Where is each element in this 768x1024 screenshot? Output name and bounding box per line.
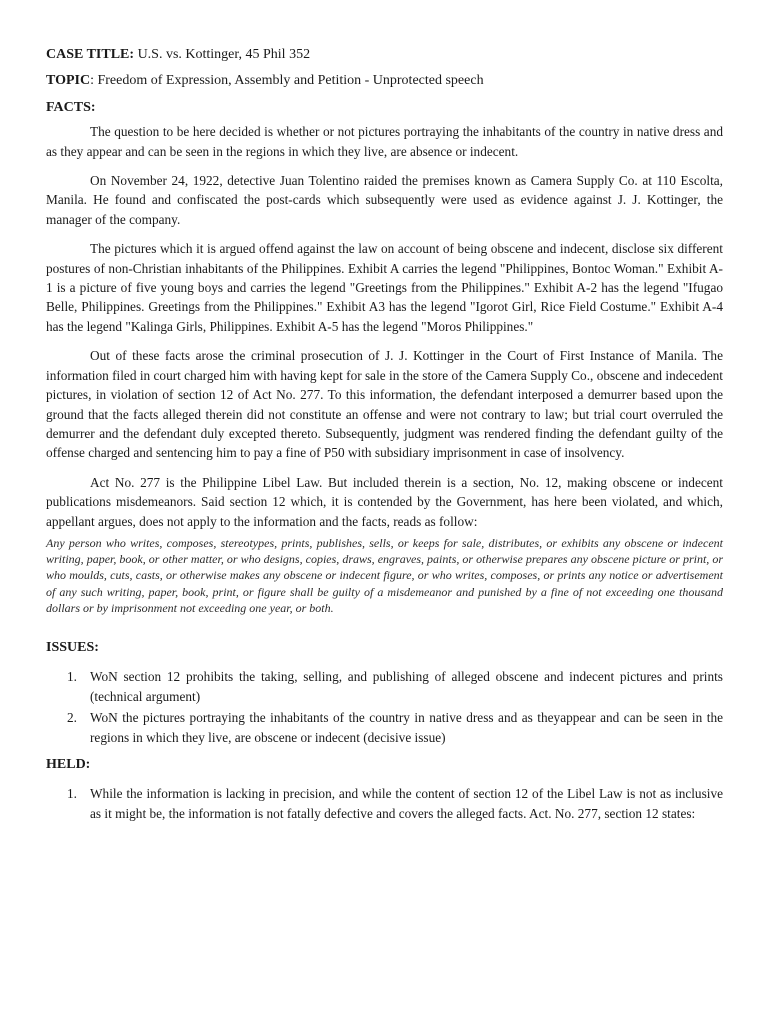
case-title-label: CASE TITLE: (46, 47, 135, 62)
list-item-number: 1. (67, 786, 77, 802)
list-item-text: While the information is lacking in precision, and while the content of section 12 of the Libel Law is not as inclusive as it might be, the information is not fatally defective and covers the alleged facts. Act. No. 277, section 12 states: (90, 786, 723, 821)
list-item (46, 667, 723, 706)
list-item (46, 708, 723, 747)
held-list (46, 784, 723, 823)
list-item (46, 784, 723, 823)
issues-heading: ISSUES: (46, 639, 99, 655)
issues-list (46, 667, 723, 747)
facts-heading: FACTS: (46, 99, 96, 115)
case-title-line (46, 45, 723, 64)
facts-paragraph: The question to be here decided is whether or not pictures portraying the inhabitants of the country in native dress and as they appear and can be seen in the regions in which they live, are absence or indecent. (46, 124, 723, 159)
facts-paragraph: Out of these facts arose the criminal prosecution of J. J. Kottinger in the Court of First Instance of Manila. The information filed in court charged him with having kept for sale in the store of the Camera Supply Co., obscene and indecedent pictures, in violation of section 12 of Act No. 277. To this information, the defendant interposed a demurrer based upon the ground that the facts alleged therein did not constitute an offense and were not contrary to law; but trial court overruled the demurrer and the defendant duly excepted thereto. Subsequently, judgment was rendered finding the defendant guilty of the offense charged and sentencing him to pay a fine of P50 with subsidiary imprisonment in case of insolvency. (46, 348, 723, 461)
case-title-value: U.S. vs. Kottinger, 45 Phil 352 (137, 47, 311, 62)
topic-value: : Freedom of Expression, Assembly and Petition - Unprotected speech (90, 73, 484, 89)
list-item-number: 2. (67, 710, 77, 726)
topic-label: TOPIC (46, 73, 91, 89)
topic-line (46, 71, 723, 90)
list-item-number: 1. (67, 669, 77, 685)
facts-paragraph: The pictures which it is argued offend against the law on account of being obscene and indecent, disclose six different postures of non-Christian inhabitants of the Philippines. Exhibit A carries the legend "Philippines, Bontoc Woman." Exhibit A-1 is a picture of five young boys and carries the legend "Greetings from the Philippines." Exhibit A-2 has the legend "Ifugao Belle, Philippines. Greetings from the Philippines." Exhibit A3 has the legend "Igorot Girl, Rice Field Costume." Exhibit A-4 has the legend "Kalinga Girls, Philippines. Exhibit A-5 has the legend "Moros Philippines." (46, 241, 723, 334)
statute-quote: Any person who writes, composes, stereotypes, prints, publishes, sells, or keeps for sale, distributes, or exhibits any obscene or indecent writing, paper, book, or other matter, or who designs, copies, draws, engraves, paints, or otherwise prepares any obscene picture or print, or who moulds, cuts, casts, or otherwise makes any obscene or indecent figure, or who writes, composes, or prints any notice or advertisement of any such writing, paper, book, print, or figure shall be guilty of a misdemeanor and punished by a fine of not exceeding one thousand dollars or by imprisonment not exceeding one year, or both. (46, 535, 723, 615)
held-heading: HELD: (46, 756, 91, 772)
facts-paragraph: On November 24, 1922, detective Juan Tolentino raided the premises known as Camera Supply Co. at 110 Escolta, Manila. He found and confiscated the post-cards which subsequently were used as evidence against J. J. Kottinger, the manager of the company. (46, 173, 723, 227)
list-item-text: WoN section 12 prohibits the taking, selling, and publishing of alleged obscene and indecent pictures and prints (technical argument) (90, 669, 723, 704)
facts-paragraph: Act No. 277 is the Philippine Libel Law. But included therein is a section, No. 12, making obscene or indecent publications misdemeanors. Said section 12 which, it is contended by the Government, has here been violated, and which, appellant argues, does not apply to the information and the facts, reads as follow: (46, 474, 723, 529)
list-item-text: WoN the pictures portraying the inhabitants of the country in native dress and as theyappear and can be seen in the regions in which they live, are obscene or indecent (decisive issue) (90, 710, 723, 745)
